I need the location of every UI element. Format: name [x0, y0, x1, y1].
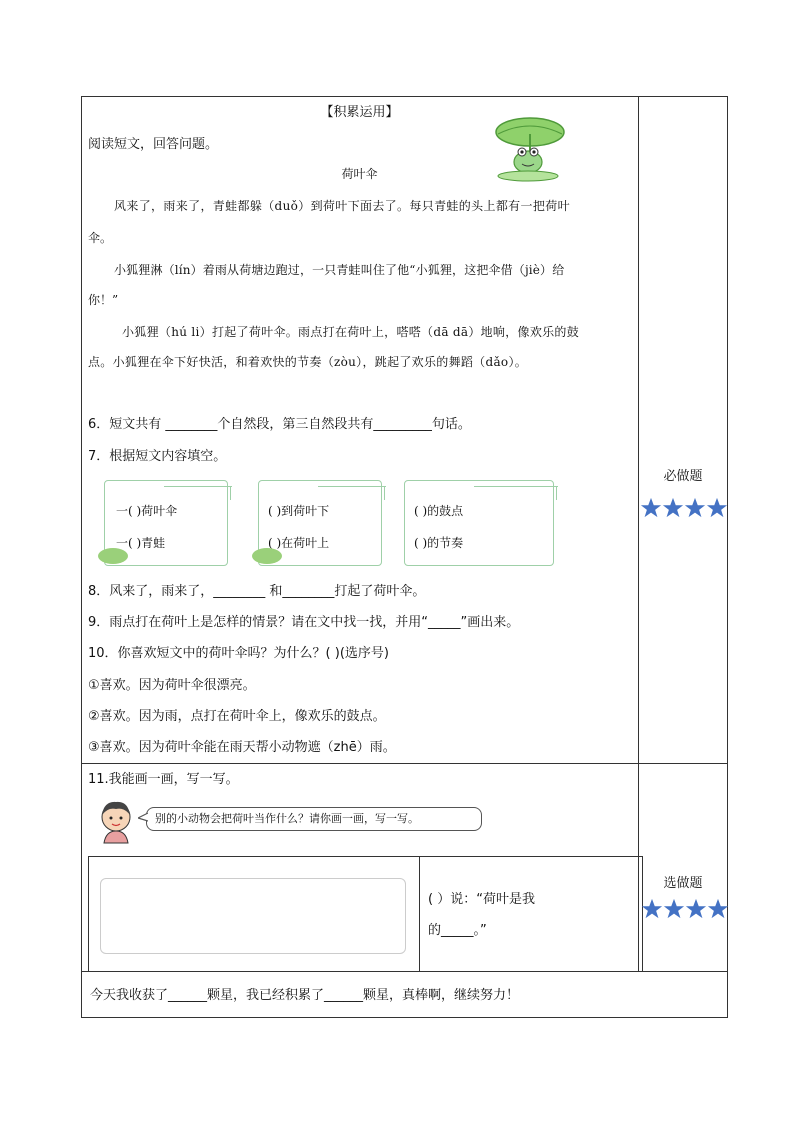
inner-table-divider: [419, 856, 420, 972]
table-border-bottom: [81, 1017, 728, 1018]
story-paragraph-3-line-2: 点。小狐狸在伞下好快活，和着欢快的节奏（zòu），跳起了欢乐的舞蹈（dǎo）。: [88, 355, 528, 369]
question-8: 8．风来了，雨来了，________ 和________打起了荷叶伞。: [88, 584, 426, 599]
inner-table-left: [88, 856, 89, 972]
question-7: 7．根据短文内容填空。: [88, 449, 227, 464]
star-icon: [706, 497, 728, 519]
star-icon: [663, 898, 685, 920]
table-border-top: [81, 96, 728, 97]
speech-bubble: [146, 807, 482, 831]
question-6: 6．短文共有 ________个自然段，第三自然段共有_________句话。: [88, 417, 471, 432]
story-paragraph-2-line-1: 小狐狸淋（lín）着雨从荷塘边跑过，一只青蛙叫住了他“小狐狸，这把伞借（jiè）给: [114, 263, 565, 277]
required-stars: [640, 497, 730, 523]
fill-box-3-line-2: ( )的节奏: [414, 536, 464, 550]
write-line-1: ( ）说：“荷叶是我: [428, 892, 535, 907]
table-divider-2: [81, 971, 728, 972]
question-9: 9．雨点打在荷叶上是怎样的情景？请在文中找一找，并用“_____”画出来。: [88, 615, 520, 630]
drawing-area[interactable]: [100, 878, 406, 954]
story-paragraph-2-line-2: 你！”: [88, 293, 119, 307]
star-icon: [685, 898, 707, 920]
lily-pad-icon: [96, 546, 130, 566]
question-10-option-3: ③喜欢。因为荷叶伞能在雨天帮小动物遮（zhē）雨。: [88, 740, 396, 755]
table-divider-1: [81, 763, 728, 764]
question-10-option-2: ②喜欢。因为雨，点打在荷叶伞上，像欢乐的鼓点。: [88, 709, 386, 724]
footer-text: 今天我收获了______颗星，我已经积累了______颗星，真棒啊，继续努力！: [90, 988, 520, 1003]
question-10: 10．你喜欢短文中的荷叶伞吗？为什么？( )(选序号): [88, 646, 389, 661]
question-11: 11.我能画一画，写一写。: [88, 772, 239, 787]
boy-avatar-icon: [92, 797, 140, 845]
table-column-divider: [638, 96, 639, 972]
instruction: 阅读短文，回答问题。: [88, 137, 219, 152]
fill-box-1-line-1: 一( )荷叶伞: [116, 504, 178, 518]
section-title: 【积累运用】: [320, 105, 399, 120]
table-border-left: [81, 96, 82, 1018]
story-paragraph-3-line-1: 小狐狸（hú li）打起了荷叶伞。雨点打在荷叶上，嗒嗒（dā dā）地响，像欢乐的鼓: [122, 325, 580, 339]
speech-tail-icon: [138, 812, 148, 822]
lily-pad-icon: [250, 546, 284, 566]
table-border-right: [727, 96, 728, 1018]
write-line-2: 的_____。”: [428, 923, 487, 938]
question-10-option-1: ①喜欢。因为荷叶伞很漂亮。: [88, 678, 256, 693]
star-icon: [641, 898, 663, 920]
star-icon: [662, 497, 684, 519]
optional-label: 选做题: [663, 876, 703, 891]
fill-box-2-line-2: ( )在荷叶上: [268, 536, 330, 550]
story-paragraph-1-line-2: 伞。: [88, 231, 113, 245]
required-label: 必做题: [663, 469, 703, 484]
star-icon: [684, 497, 706, 519]
fill-box-3-line-1: ( )的鼓点: [414, 504, 464, 518]
fill-box-1: [104, 480, 232, 570]
speech-text: 别的小动物会把荷叶当作什么？请你画一画，写一写。: [155, 812, 419, 825]
fill-box-1-line-2: 一( )青蛙: [116, 536, 166, 550]
fill-box-2: [258, 480, 386, 570]
fill-box-3: [404, 480, 558, 570]
optional-stars: [641, 898, 731, 924]
star-icon: [707, 898, 729, 920]
story-paragraph-1-line-1: 风来了，雨来了，青蛙都躲（duǒ）到荷叶下面去了。每只青蛙的头上都有一把荷叶: [114, 199, 570, 213]
fill-box-2-line-1: ( )到荷叶下: [268, 504, 330, 518]
star-icon: [640, 497, 662, 519]
inner-table-top: [88, 856, 642, 857]
story-title: 荷叶伞: [341, 167, 378, 181]
